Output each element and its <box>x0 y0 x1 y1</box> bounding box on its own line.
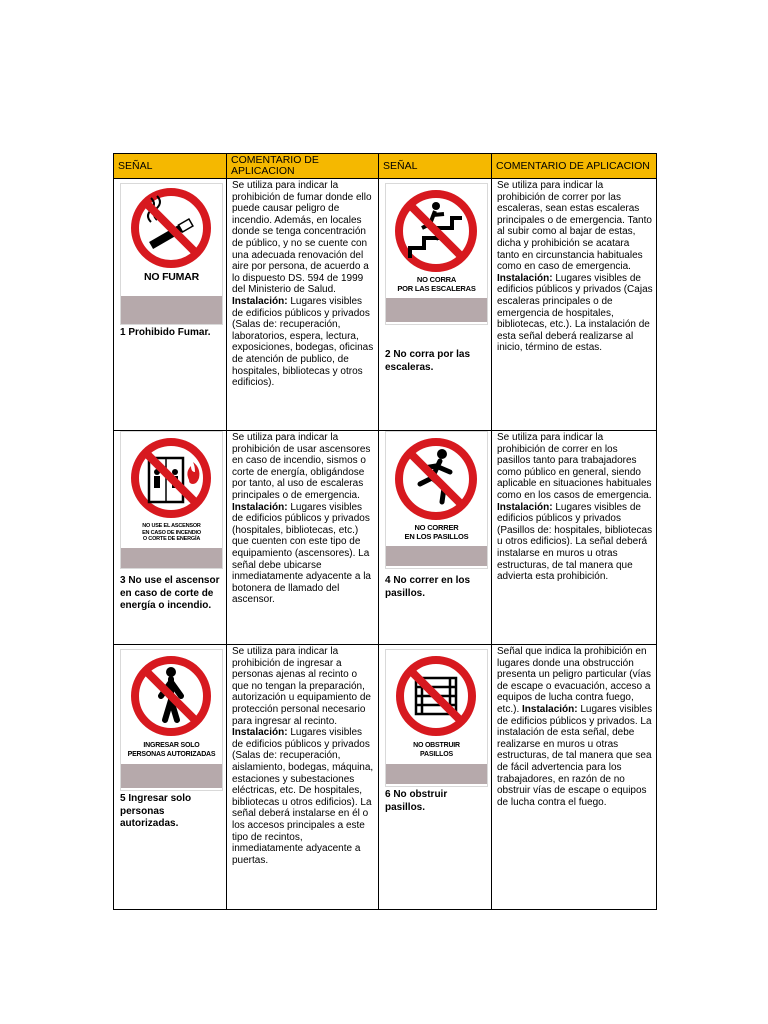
header-comentario-2: COMENTARIO DE APLICACION <box>492 154 657 179</box>
desc-text: Señal que indica la prohibición en lugares donde una obstrucción presenta un peligro particular (vías de escape o evacuación, acceso a equipos de lucha contra fuego, etc.). <box>497 646 651 715</box>
no-running-icon <box>386 432 487 522</box>
sign-no-fumar <box>120 183 223 325</box>
sign-footer <box>386 764 487 784</box>
sign-label-5: 5 Ingresar solo personas autorizadas. <box>120 793 192 829</box>
sign-label-4: 4 No correr en los pasillos. <box>385 575 471 599</box>
sign-caption <box>386 276 487 298</box>
inst-text: Lugares visibles de edificios públicos y privados (hospitales, bibliotecas, etc.) que cuenten con este tipo de equipamiento (ascensores). La señal debe ubicarse inmediatamente adyacente a la botonera de llamado del ascensor. <box>232 501 371 606</box>
header-senal-1: SEÑAL <box>114 154 227 179</box>
inst-label: Instalación: <box>497 272 553 284</box>
sign-cell-1 <box>114 179 227 431</box>
desc-text: Se utiliza para indicar la prohibición de correr por las escaleras, sean estas escaleras principales o de emergencia. Tanto al subir como al bajar de estas, dicha y prohibición se acatara tanto en circunstancia habituales como en caso de emergencia. <box>497 180 652 273</box>
desc-text: Se utiliza para indicar la prohibición de usar ascensores en caso de incendio, sismos o corte de energía, obligándose por tanto, al uso de escaleras principales o de emergencia. <box>232 432 371 501</box>
desc-cell-6 <box>492 645 657 910</box>
sign-caption <box>121 742 222 764</box>
sign-caption-line: POR LAS ESCALERAS <box>397 283 476 293</box>
sign-cell-4 <box>379 431 492 645</box>
sign-caption <box>386 524 487 546</box>
sign-caption-line: PERSONAS AUTORIZADAS <box>127 750 216 758</box>
sign-caption-line: NO OBSTRUIR <box>413 742 460 749</box>
sign-footer <box>121 548 222 568</box>
header-senal-2: SEÑAL <box>379 154 492 179</box>
sign-no-ascensor <box>120 431 223 569</box>
sign-footer <box>386 298 487 322</box>
authorized-only-icon <box>121 650 222 738</box>
sign-caption-line: EN LOS PASILLOS <box>404 531 469 541</box>
desc-cell-5 <box>227 645 379 910</box>
sign-cell-5 <box>114 645 227 910</box>
sign-caption-line: NO CORRA <box>416 275 457 284</box>
desc-cell-1 <box>227 179 379 431</box>
desc-text: Se utiliza para indicar la prohibición de correr en los pasillos tanto para trabajadores como público en general, siendo aplicable en situaciones habituales como en los casos de emergencia. <box>497 432 652 501</box>
table-row <box>114 431 657 645</box>
header-comentario-1: COMENTARIO DE APLICACION <box>227 154 379 179</box>
sign-label-3: 3 No use el ascensor en caso de corte de energía o incendio. <box>120 575 220 611</box>
inst-text: Lugares visibles de edificios públicos y privados (Cajas escaleras principales o de emergencia de hospitales, bibliotecas, etc.). La instalación de esta señal deberá realizarse al inicio, término de estas. <box>497 272 653 354</box>
no-elevator-icon <box>121 432 222 520</box>
desc-cell-4 <box>492 431 657 645</box>
inst-label: Instalación: <box>497 501 553 513</box>
sign-caption-line: NO CORRER <box>414 523 459 532</box>
inst-text: Lugares visibles de edificios públicos y privados (Salas de: recuperación, aislamiento, bodegas, máquina, estaciones y subestaciones eléctricas, etc. De hospitales, bibliotecas u otros edificios). La señal deberá instalarse en él o los accesos principales a este tipo de recintos, inmediatamente adyacente a puertas. <box>232 727 374 866</box>
sign-label-6: 6 No obstruir pasillos. <box>385 789 448 813</box>
inst-label: Instalación: <box>232 501 288 513</box>
sign-caption-line: O CORTE DE ENERGÍA <box>142 536 201 542</box>
sign-caption <box>386 742 487 764</box>
no-smoking-icon <box>121 184 222 268</box>
signs-table <box>113 153 657 910</box>
inst-text: Lugares visibles de edificios públicos y privados (Salas de: recuperación, laboratorios, espera, lectura, exposiciones, bodegas, oficinas de atención de publico, de hospitales, bibliotecas y otros edificios). <box>232 295 374 389</box>
header-row <box>114 154 657 179</box>
sign-caption-line: INGRESAR SOLO <box>143 742 200 749</box>
sign-caption-line: PASILLOS <box>420 750 453 758</box>
sign-caption: NO FUMAR <box>144 271 199 283</box>
desc-cell-2 <box>492 179 657 431</box>
desc-text: Se utiliza para indicar la prohibición de ingresar a personas ajenas al recinto o que no tengan la preparación, autorización u equipamiento de protección personal necesario para ingresar al recinto. <box>232 646 371 727</box>
sign-no-correr-pasillos <box>385 431 488 569</box>
sign-cell-3 <box>114 431 227 645</box>
inst-label: Instalación: <box>232 727 288 739</box>
sign-no-obstruir <box>385 649 488 787</box>
desc-cell-3 <box>227 431 379 645</box>
inst-label: Instalación: <box>232 295 288 307</box>
sign-ingresar-solo <box>120 649 223 791</box>
no-obstruct-icon <box>386 650 487 738</box>
no-running-stairs-icon <box>386 184 487 274</box>
desc-text: Se utiliza para indicar la prohibición de fumar donde ello puede causar peligro de incendio. Además, en locales donde se tenga concentración de público, y no se cuente con una adecuada renovación del aire por persona, de acuerdo a lo dispuesto DS. 594 de 1999 del Ministerio de Salud. <box>232 180 372 296</box>
sign-caption <box>121 523 222 548</box>
inst-text: Lugares visibles de edificios públicos y privados. La instalación de esta señal, debe realizarse en muros u otras estructuras, de tal manera que sea de fácil advertencia para los trabajadores, en razón de no obstruir vías de escape o equipos de lucha contra el fuego. <box>497 703 653 808</box>
sign-footer <box>121 296 222 324</box>
sign-caption-line: NO USE EL ASCENSOR <box>142 523 201 529</box>
sign-caption-line: EN CASO DE INCENDIO <box>142 529 201 536</box>
sign-no-corra-escaleras <box>385 183 488 325</box>
inst-label: Instalación: <box>522 703 578 715</box>
sign-cell-2 <box>379 179 492 431</box>
table-row <box>114 179 657 431</box>
sign-label-2: 2 No corra por las escaleras. <box>385 349 471 373</box>
inst-text: Lugares visibles de edificios públicos y privados (Pasillos de: hospitales, bibliotecas u otros edificios). La señal deberá instalarse en muros u otras estructuras, de tal manera que advierta esta prohibición. <box>497 501 653 583</box>
sign-footer <box>386 546 487 566</box>
table-row <box>114 645 657 910</box>
sign-cell-6 <box>379 645 492 910</box>
sign-footer <box>121 764 222 788</box>
sign-label-1: 1 Prohibido Fumar. <box>120 327 211 338</box>
